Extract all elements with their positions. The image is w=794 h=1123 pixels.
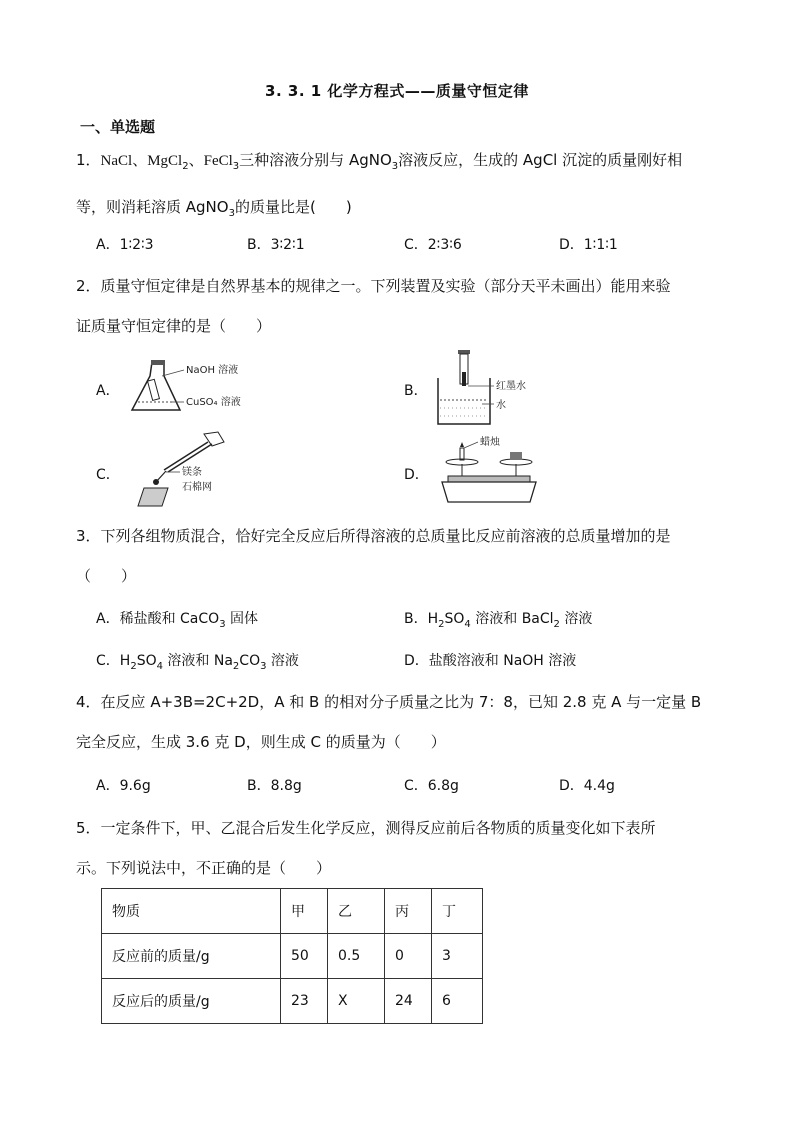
table-header-cell: 甲	[281, 889, 328, 934]
table-header-cell: 乙	[328, 889, 385, 934]
q2-option-a[interactable]: A．	[96, 383, 120, 399]
question-3	[76, 516, 726, 596]
question-2-line-2: 证质量守恒定律的是（ ）	[76, 317, 272, 335]
table-cell: 6	[432, 979, 483, 1024]
balance-base-icon	[442, 482, 536, 502]
question-1-line-2: 等，则消耗溶质 AgNO$_3$的质量比是( )	[76, 198, 352, 219]
diagram-beaker-ink	[432, 348, 542, 430]
q4-option-c[interactable]: C．6.8g	[404, 778, 459, 794]
table-row	[102, 934, 483, 979]
table-cell: 反应前的质量/g	[102, 934, 281, 979]
table-cell: 0	[385, 934, 432, 979]
q2-option-d[interactable]: D．	[404, 467, 429, 483]
table-header-cell: 丁	[432, 889, 483, 934]
question-1	[76, 140, 726, 234]
label-asbestos-net: 石棉网	[182, 482, 212, 493]
q4-option-d[interactable]: D．4.4g	[559, 778, 615, 794]
question-3-line-1: 3．下列各组物质混合，恰好完全反应后所得溶液的总质量比反应前溶液的总质量增加的是	[76, 527, 671, 545]
q2-option-c[interactable]: C．	[96, 467, 120, 483]
mass-change-table	[101, 888, 483, 1024]
question-4-line-1: 4．在反应 A+3B=2C+2D，A 和 B 的相对分子质量之比为 7：8，已知 2.8 克 A 与一定量 B	[76, 693, 702, 711]
balance-beam-icon	[448, 476, 530, 482]
question-5-line-2: 示。下列说法中，不正确的是（ ）	[76, 859, 332, 877]
table-cell: 反应后的质量/g	[102, 979, 281, 1024]
question-3-line-2: （ ）	[76, 567, 137, 585]
q3-option-a[interactable]: A．稀盐酸和 CaCO$_3$ 固体	[96, 611, 259, 630]
q3-option-d[interactable]: D．盐酸溶液和 NaOH 溶液	[404, 653, 577, 669]
q1-option-a[interactable]: A．1∶2∶3	[96, 237, 154, 253]
label-magnesium-strip: 镁条	[182, 467, 202, 478]
table-header-cell: 物质	[102, 889, 281, 934]
table-header-cell: 丙	[385, 889, 432, 934]
table-row	[102, 979, 483, 1024]
question-2	[76, 266, 726, 346]
table-cell: 24	[385, 979, 432, 1024]
label-water: 水	[496, 400, 506, 411]
test-tube-icon	[148, 379, 160, 400]
question-5	[76, 808, 726, 888]
question-2-line-1: 2．质量守恒定律是自然界基本的规律之一。下列装置及实验（部分天平未画出）能用来验	[76, 277, 671, 295]
label-candle: 蜡烛	[480, 437, 500, 448]
q3-option-c[interactable]: C．$H_2SO_4$ 溶液和 $Na_2CO_3$ 溶液	[96, 653, 299, 672]
question-5-line-1: 5．一定条件下，甲、乙混合后发生化学反应，测得反应前后各物质的质量变化如下表所	[76, 819, 656, 837]
question-1-line-1: 1．NaCl、MgCl$_2$、FeCl$_3$三种溶液分别与 AgNO$_3$溶液反应，生成的 AgCl 沉淀的质量刚好相	[76, 151, 683, 172]
stopper-icon	[151, 360, 165, 365]
page-title: 3. 3. 1 化学方程式——质量守恒定律	[265, 82, 529, 100]
q1-option-c[interactable]: C．2∶3∶6	[404, 237, 462, 253]
table-header-row	[102, 889, 483, 934]
question-4-line-2: 完全反应，生成 3.6 克 D，则生成 C 的质量为（ ）	[76, 733, 446, 751]
table-cell: 0.5	[328, 934, 385, 979]
diagram-balance-candle	[434, 436, 544, 508]
q2-option-b[interactable]: B．	[404, 383, 428, 399]
asbestos-net-icon	[138, 488, 168, 506]
diagram-flask-reaction	[122, 358, 252, 418]
q1-option-d[interactable]: D．1∶1∶1	[559, 237, 618, 253]
q4-option-a[interactable]: A．9.6g	[96, 778, 151, 794]
label-cuso4-solution: CuSO₄ 溶液	[186, 397, 241, 408]
label-naoh-solution: NaOH 溶液	[186, 365, 239, 376]
section-heading: 一、单选题	[80, 118, 156, 136]
table-cell: X	[328, 979, 385, 1024]
tongs-icon	[204, 432, 224, 446]
table-cell: 3	[432, 934, 483, 979]
candle-icon	[460, 448, 464, 460]
question-4	[76, 682, 726, 762]
dropper-bulb-icon	[458, 350, 470, 354]
q3-option-b[interactable]: B．$H_2SO_4$ 溶液和 BaCl$_2$ 溶液	[404, 611, 593, 630]
q4-option-b[interactable]: B．8.8g	[247, 778, 302, 794]
label-red-ink: 红墨水	[496, 381, 526, 392]
table-cell: 23	[281, 979, 328, 1024]
table-cell: 50	[281, 934, 328, 979]
diagram-magnesium-burning	[126, 428, 236, 512]
q1-option-b[interactable]: B．3∶2∶1	[247, 237, 305, 253]
